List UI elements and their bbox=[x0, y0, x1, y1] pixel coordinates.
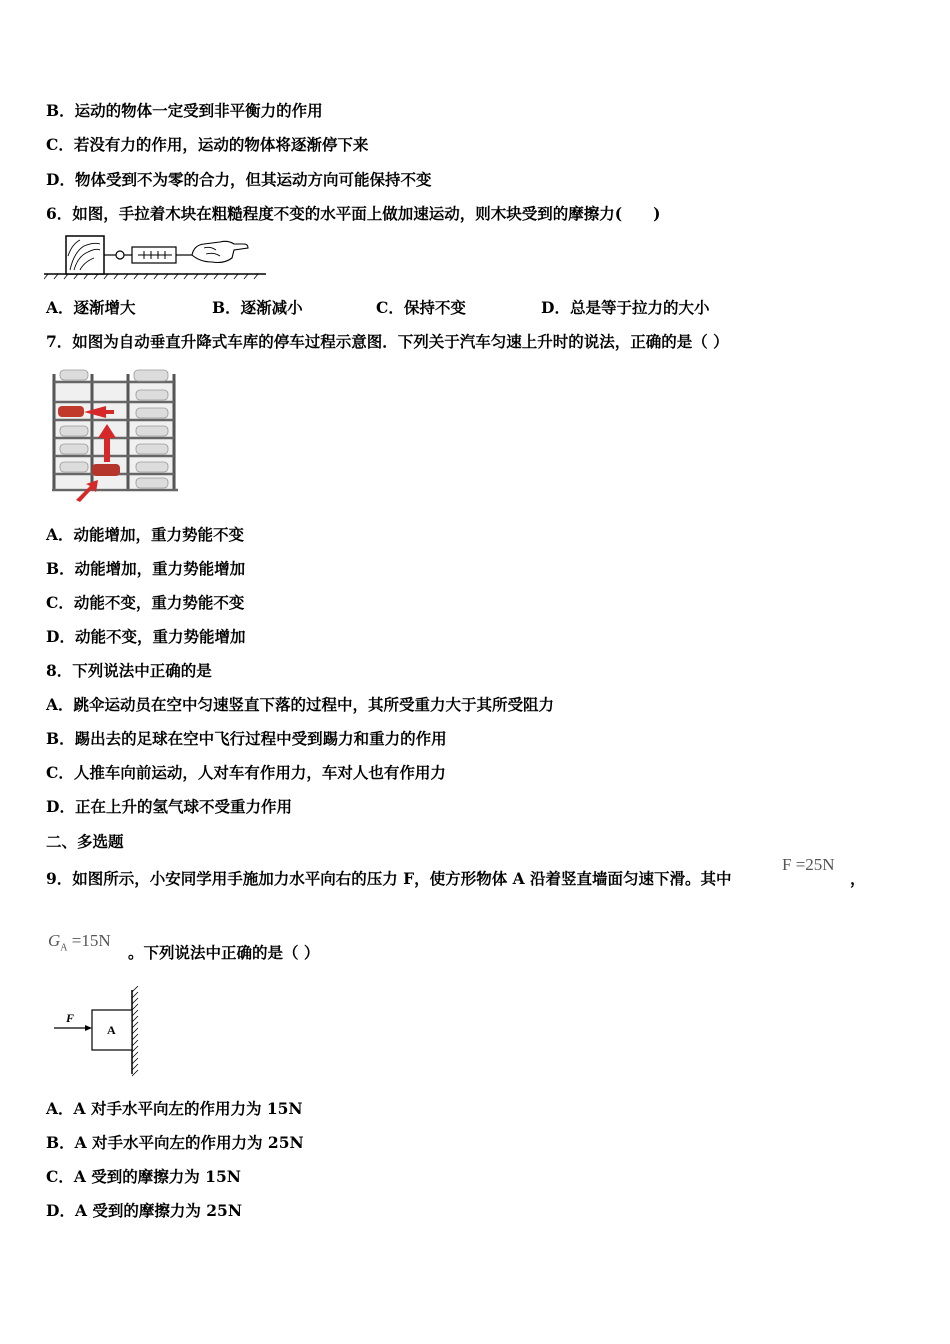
q6-option-b: B．逐渐减小 bbox=[212, 298, 303, 317]
q9-stem-continued: 。下列说法中正确的是（ ） bbox=[128, 943, 320, 962]
q9-formula-gravity bbox=[48, 931, 111, 958]
q7-option-d: D．动能不变，重力势能增加 bbox=[46, 627, 246, 646]
q9-formula-force: F =25N bbox=[782, 855, 835, 874]
q8-option-a: A．跳伞运动员在空中匀速竖直下落的过程中，其所受重力大于其所受阻力 bbox=[46, 695, 555, 714]
q8-option-b: B．踢出去的足球在空中飞行过程中受到踢力和重力的作用 bbox=[46, 729, 447, 748]
q9-figure-block-wall-diagram bbox=[50, 986, 150, 1078]
q9-option-d: D．A 受到的摩擦力为 25N bbox=[46, 1201, 242, 1220]
q6-option-c: C．保持不变 bbox=[376, 298, 466, 317]
q8-option-c: C．人推车向前运动，人对车有作用力，车对人也有作用力 bbox=[46, 763, 446, 782]
q5-option-d: D．物体受到不为零的合力，但其运动方向可能保持不变 bbox=[46, 170, 432, 189]
q9-gravity-symbol: G bbox=[48, 931, 61, 950]
q9-gravity-value: =15N bbox=[67, 931, 111, 950]
q9-option-b: B．A 对手水平向左的作用力为 25N bbox=[46, 1133, 304, 1152]
q5-option-c: C．若没有力的作用，运动的物体将逐渐停下来 bbox=[46, 135, 369, 154]
q6-option-a: A．逐渐增大 bbox=[46, 298, 136, 317]
q7-figure-parking-garage-image bbox=[48, 362, 184, 504]
q7-option-c: C．动能不变，重力势能不变 bbox=[46, 593, 245, 612]
q6-option-d: D．总是等于拉力的大小 bbox=[541, 298, 710, 317]
q7-option-a: A．动能增加，重力势能不变 bbox=[46, 525, 245, 544]
q7-stem: 7．如图为自动垂直升降式车库的停车过程示意图．下列关于汽车匀速上升时的说法，正确的是（ ） bbox=[46, 332, 729, 351]
q8-stem: 8．下列说法中正确的是 bbox=[46, 661, 212, 680]
q9-stem: 9．如图所示，小安同学用手施加力水平向右的压力 F，使方形物体 A 沿着竖直墙面匀速下滑。其中 bbox=[46, 869, 732, 888]
q9-option-a: A．A 对手水平向左的作用力为 15N bbox=[46, 1099, 303, 1118]
q9-option-c: C．A 受到的摩擦力为 15N bbox=[46, 1167, 241, 1186]
q8-option-d: D．正在上升的氢气球不受重力作用 bbox=[46, 797, 292, 816]
q9-gravity-subscript: A bbox=[60, 942, 68, 954]
q9-figure-label-a: A bbox=[107, 1023, 116, 1037]
q5-option-b: B．运动的物体一定受到非平衡力的作用 bbox=[46, 101, 323, 120]
q6-figure-wood-block-diagram bbox=[44, 232, 268, 280]
q6-stem: 6．如图，手拉着木块在粗糙程度不变的水平面上做加速运动，则木块受到的摩擦力( ) bbox=[46, 204, 661, 223]
q7-option-b: B．动能增加，重力势能增加 bbox=[46, 559, 246, 578]
q9-figure-label-f: F bbox=[66, 1011, 75, 1025]
q9-comma: ， bbox=[850, 869, 866, 888]
section-title-multiple-choice: 二、多选题 bbox=[46, 832, 124, 851]
